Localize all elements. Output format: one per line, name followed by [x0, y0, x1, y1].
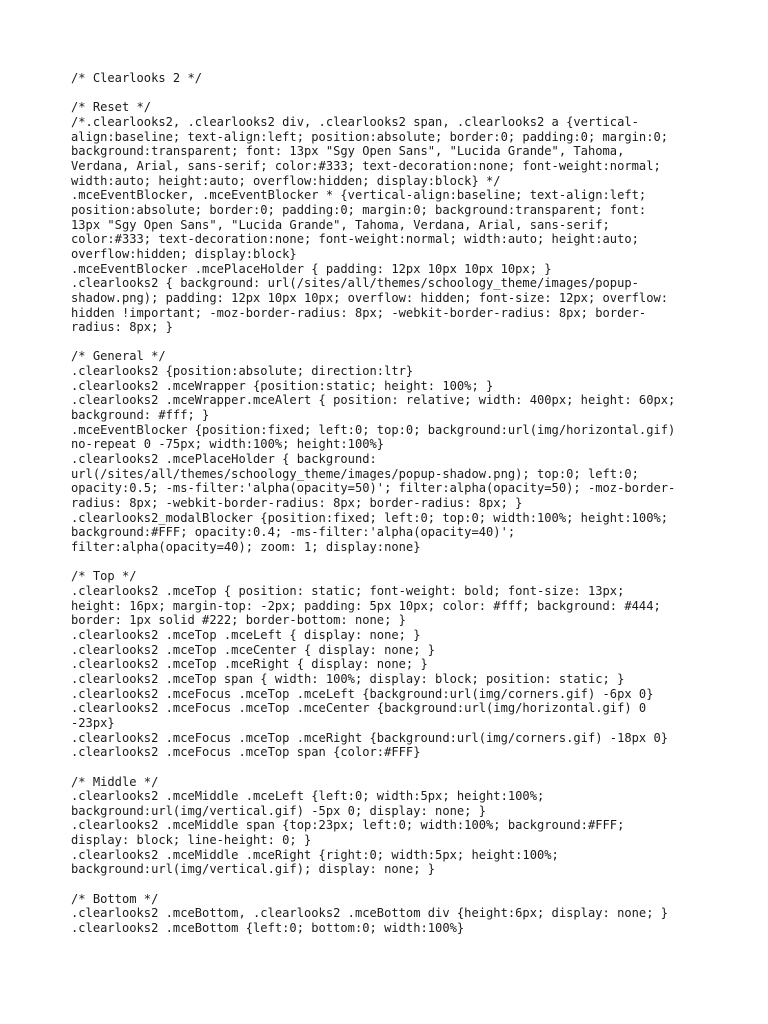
code-line: .clearlooks2 .mceTop .mceRight { display: none; } [71, 657, 428, 672]
code-line: opacity:0.5; -ms-filter:'alpha(opacity=50)'; filter:alpha(opacity=50); -moz-border- [71, 481, 676, 496]
code-line: background:#FFF; opacity:0.4; -ms-filter:'alpha(opacity=40)'; [71, 525, 516, 540]
code-line: height: 16px; margin-top: -2px; padding: 5px 10px; color: #fff; background: #444; [71, 598, 661, 613]
code-line: 13px "Sgy Open Sans", "Lucida Grande", Tahoma, Verdana, Arial, sans-serif; [71, 217, 610, 232]
code-line: .clearlooks2 .mceTop .mceLeft { display: none; } [71, 627, 421, 642]
code-line: border: 1px solid #222; border-bottom: none; } [71, 613, 406, 628]
blank-line [71, 877, 711, 892]
code-line: /* Reset */ [71, 100, 152, 115]
code-line: .clearlooks2 .mceFocus .mceTop .mceCenter {background:url(img/horizontal.gif) 0 [71, 701, 647, 716]
code-line: .clearlooks2 .mceWrapper {position:static; height: 100%; } [71, 378, 494, 393]
code-line: .clearlooks2_modalBlocker {position:fixed; left:0; top:0; width:100%; height:100%; [71, 510, 669, 525]
code-line: /* Top */ [71, 569, 137, 584]
blank-line [71, 555, 711, 570]
code-line: .clearlooks2 .mceTop span { width: 100%; display: block; position: static; } [71, 671, 625, 686]
code-line: .clearlooks2 .mceMiddle .mceLeft {left:0; width:5px; height:100%; [71, 789, 545, 804]
code-line: display: block; line-height: 0; } [71, 833, 312, 848]
code-line: no-repeat 0 -75px; width:100%; height:100%} [71, 437, 385, 452]
code-line: /* Middle */ [71, 774, 159, 789]
code-line: .clearlooks2 { background: url(/sites/all/themes/schoology_theme/images/popup- [71, 276, 639, 291]
code-line: Verdana, Arial, sans-serif; color:#333; text-decoration:none; font-weight:normal; [71, 158, 661, 173]
code-line: .clearlooks2 .mceWrapper.mceAlert { position: relative; width: 400px; height: 60px; [71, 393, 676, 408]
code-document [71, 71, 711, 936]
code-line: radius: 8px; } [71, 320, 173, 335]
code-line: /* Bottom */ [71, 891, 159, 906]
code-line: .clearlooks2 .mceFocus .mceTop span {color:#FFF} [71, 745, 421, 760]
code-line: -23px} [71, 715, 115, 730]
code-line: url(/sites/all/themes/schoology_theme/images/popup-shadow.png); top:0; left:0; [71, 466, 639, 481]
blank-line [71, 760, 711, 775]
code-line: .mceEventBlocker {position:fixed; left:0; top:0; background:url(img/horizontal.gif) [71, 422, 676, 437]
code-line: .clearlooks2 {position:absolute; direction:ltr} [71, 364, 414, 379]
code-line: /* Clearlooks 2 */ [71, 71, 203, 85]
code-line: .clearlooks2 .mceFocus .mceTop .mceLeft {background:url(img/corners.gif) -6px 0} [71, 686, 654, 701]
code-line: position:absolute; border:0; padding:0; margin:0; background:transparent; font: [71, 202, 647, 217]
code-line: background:url(img/vertical.gif) -5px 0; display: none; } [71, 803, 487, 818]
code-line: /*.clearlooks2, .clearlooks2 div, .clearlooks2 span, .clearlooks2 a {vertical- [71, 114, 639, 129]
code-line: filter:alpha(opacity=40); zoom: 1; display:none} [71, 540, 421, 554]
code-line: .clearlooks2 .mceMiddle .mceRight {right:0; width:5px; height:100%; [71, 847, 559, 862]
code-line: shadow.png); padding: 12px 10px 10px; overflow: hidden; font-size: 12px; overflow: [71, 290, 669, 305]
code-line: hidden !important; -moz-border-radius: 8px; -webkit-border-radius: 8px; border- [71, 305, 647, 320]
code-line: background: #fff; } [71, 408, 210, 423]
code-line: align:baseline; text-align:left; position:absolute; border:0; padding:0; margin:0; [71, 129, 669, 144]
code-line: background:transparent; font: 13px "Sgy Open Sans", "Lucida Grande", Tahoma, [71, 144, 625, 159]
blank-line [71, 86, 711, 101]
code-line: radius: 8px; -webkit-border-radius: 8px; border-radius: 8px; } [71, 496, 523, 511]
code-line: .clearlooks2 .mceTop .mceCenter { display: none; } [71, 642, 436, 657]
code-line: width:auto; height:auto; overflow:hidden; display:block} */ [71, 173, 501, 188]
code-line: .clearlooks2 .mceBottom, .clearlooks2 .mceBottom div {height:6px; display: none; } [71, 906, 669, 921]
code-line: .clearlooks2 .mceFocus .mceTop .mceRight {background:url(img/corners.gif) -18px 0} [71, 730, 669, 745]
code-line: .clearlooks2 .mceTop { position: static; font-weight: bold; font-size: 13px; [71, 583, 625, 598]
code-line: .mceEventBlocker, .mceEventBlocker * {vertical-align:baseline; text-align:left; [71, 188, 647, 203]
blank-line [71, 335, 711, 350]
code-line: .clearlooks2 .mcePlaceHolder { background: [71, 452, 377, 467]
code-line: color:#333; text-decoration:none; font-weight:normal; width:auto; height:auto; [71, 232, 639, 247]
code-line: background:url(img/vertical.gif); display: none; } [71, 862, 436, 877]
code-line: .clearlooks2 .mceBottom {left:0; bottom:0; width:100%} [71, 921, 465, 936]
code-line: .mceEventBlocker .mcePlaceHolder { padding: 12px 10px 10px 10px; } [71, 261, 552, 276]
code-line: .clearlooks2 .mceMiddle span {top:23px; left:0; width:100%; background:#FFF; [71, 818, 625, 833]
code-line: overflow:hidden; display:block} [71, 246, 297, 261]
code-line: /* General */ [71, 349, 166, 364]
